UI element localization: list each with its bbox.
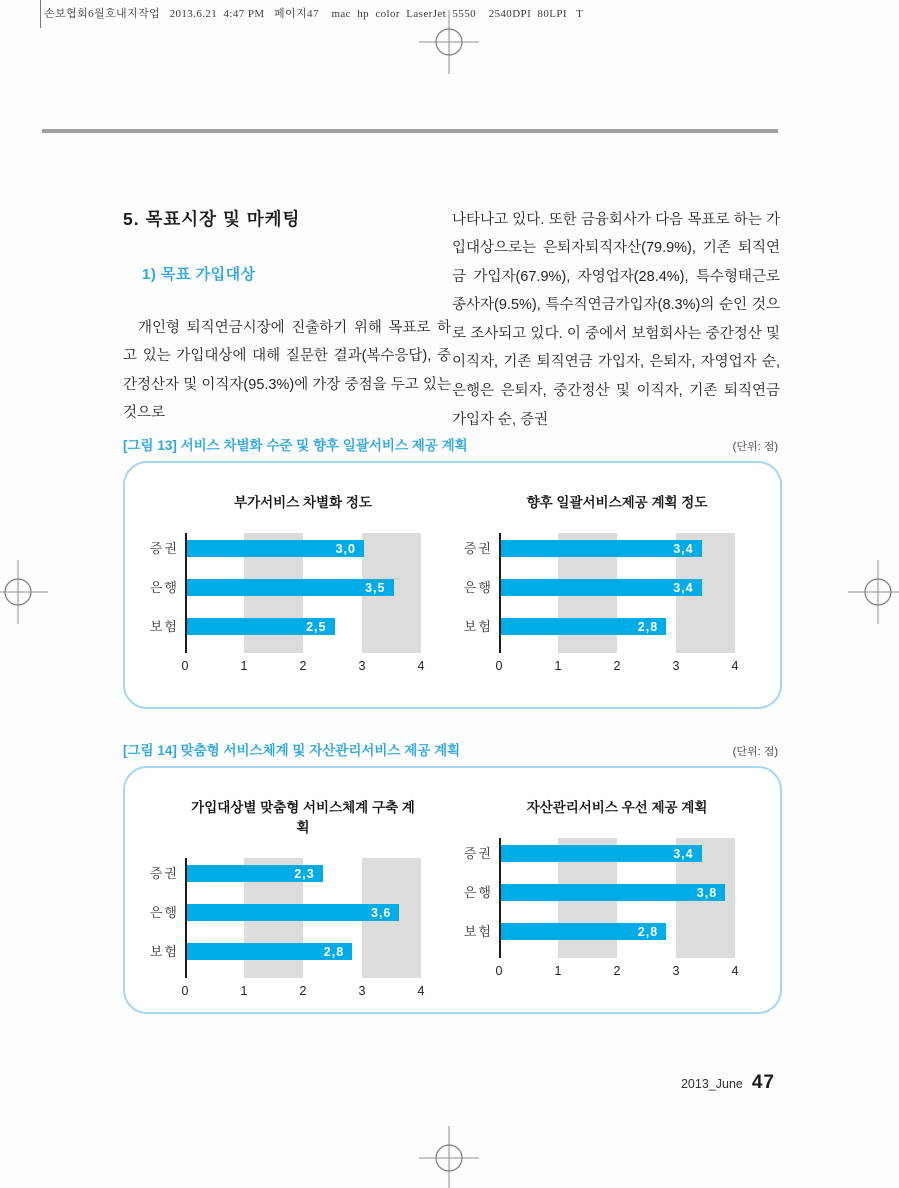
- bar-value-label: 2,8: [637, 924, 659, 939]
- x-tick-label: 1: [240, 984, 248, 998]
- figure13-box: [123, 461, 782, 709]
- x-tick-label: 2: [613, 964, 621, 978]
- x-tick-label: 3: [672, 964, 680, 978]
- figure14-box: [123, 766, 782, 1014]
- category-label: 증권: [149, 541, 179, 556]
- bar-value-label: 3,4: [673, 580, 694, 595]
- bar: [187, 943, 352, 960]
- x-tick-label: 3: [672, 659, 680, 673]
- print-slug: 손보협회6월호내지작업 2013.6.21 4:47 PM 페이지47 mac hp color LaserJet 5550 2540DPI 80LPI T: [44, 8, 584, 20]
- x-tick-label: 2: [299, 659, 307, 673]
- registration-mark-top-icon: [417, 10, 481, 74]
- crop-mark-line: [40, 0, 41, 28]
- bar: [501, 579, 702, 596]
- section-title: 5. 목표시장 및 마케팅: [123, 208, 301, 229]
- bar-chart-service-differentiation: [135, 491, 425, 673]
- x-tick-label: 3: [358, 984, 366, 998]
- figure13-caption-row: [123, 434, 778, 454]
- x-tick-label: 2: [299, 984, 307, 998]
- bar-chart-asset-management-service: [449, 796, 739, 978]
- subsection-title: 1) 목표 가입대상: [142, 266, 256, 284]
- figure13-unit-label: (단위: 점): [732, 441, 778, 453]
- bar: [187, 904, 399, 921]
- chart-title: 가입대상별 맞춤형 서비스체계 구축 계획: [191, 800, 415, 835]
- bar: [501, 845, 702, 862]
- x-tick-label: 1: [554, 659, 562, 673]
- figure14-caption-row: [123, 739, 778, 759]
- figure13-caption: [그림 13] 서비스 차별화 수준 및 향후 일괄서비스 제공 계획: [123, 438, 468, 453]
- body-text-right-column: 나타나고 있다. 또한 금융회사가 다음 목표로 하는 가입대상으로는 은퇴자퇴직자산(79.9%), 기존 퇴직연금 가입자(67.9%), 자영업자(28.4%), 특수형태근로종사자(9.5%), 특수직연금가입자(8.3%)의 순인 것으로 조사되고 있다. 이 중에서 보험회사는 중간정산 및 이직자, 기존 퇴직연금 가입자, 은퇴자, 자영업자 순, 은행은 은퇴자, 중간정산 및 이직자, 기존 퇴직연금 가입자 순, 증권: [452, 211, 780, 428]
- x-tick-label: 0: [181, 659, 189, 673]
- bar: [501, 923, 666, 940]
- x-tick-label: 3: [358, 659, 366, 673]
- chart-plot-area: [463, 533, 739, 673]
- bar-value-label: 2,3: [294, 866, 315, 881]
- category-label: 증권: [149, 866, 179, 881]
- bar-value-label: 3,4: [673, 541, 694, 556]
- category-label: 보험: [463, 924, 493, 939]
- chart-title: 부가서비스 차별화 정도: [234, 495, 372, 510]
- chart-title: 향후 일괄서비스제공 계획 정도: [526, 495, 708, 510]
- x-tick-label: 2: [613, 659, 621, 673]
- category-label: 은행: [463, 580, 493, 595]
- footer-issue-label: 2013_June: [680, 1077, 743, 1091]
- body-text-left-column: 개인형 퇴직연금시장에 진출하기 위해 목표로 하고 있는 가입대상에 대해 질문한 결과(복수응답), 중간정산자 및 이직자(95.3%)에 가장 중점을 두고 있는 것으로: [123, 319, 451, 422]
- category-label: 은행: [463, 885, 493, 900]
- x-tick-label: 4: [731, 964, 739, 978]
- x-tick-label: 0: [181, 984, 189, 998]
- category-label: 증권: [463, 846, 493, 861]
- chart-plot-area: [149, 858, 425, 998]
- bar: [187, 579, 394, 596]
- chart-plot-area: [149, 533, 425, 673]
- bar: [501, 540, 702, 557]
- x-tick-label: 1: [554, 964, 562, 978]
- x-tick-label: 4: [731, 659, 739, 673]
- chart-title: 자산관리서비스 우선 제공 계획: [526, 800, 708, 815]
- x-tick-label: 1: [240, 659, 248, 673]
- bar-value-label: 3,4: [673, 846, 694, 861]
- x-tick-label: 4: [417, 984, 425, 998]
- bar-chart-custom-service-plan: [135, 796, 425, 998]
- chart-plot-area: [463, 838, 739, 978]
- header-rule: [42, 129, 778, 133]
- x-tick-label: 0: [495, 659, 503, 673]
- bar: [187, 618, 335, 635]
- bar: [187, 540, 364, 557]
- x-tick-label: 0: [495, 964, 503, 978]
- bar-value-label: 3,6: [371, 905, 392, 920]
- bar-value-label: 3,0: [335, 541, 356, 556]
- registration-mark-left-icon: [0, 560, 50, 624]
- registration-mark-bottom-icon: [417, 1126, 481, 1188]
- category-label: 보험: [463, 619, 493, 634]
- bar: [501, 884, 725, 901]
- x-tick-label: 4: [417, 659, 425, 673]
- bar-chart-bundled-service-plan: [449, 491, 739, 673]
- category-label: 은행: [149, 580, 179, 595]
- category-label: 증권: [463, 541, 493, 556]
- bar-value-label: 2,8: [637, 619, 659, 634]
- category-label: 보험: [149, 619, 179, 634]
- category-label: 보험: [149, 944, 179, 959]
- bar: [501, 618, 666, 635]
- figure14-caption: [그림 14] 맞춤형 서비스체계 및 자산관리서비스 제공 계획: [123, 743, 461, 758]
- bar-value-label: 3,5: [365, 580, 386, 595]
- page-footer: [681, 1072, 775, 1094]
- bar-value-label: 3,8: [696, 885, 718, 900]
- bar: [187, 865, 323, 882]
- figure14-unit-label: (단위: 점): [732, 746, 778, 758]
- bar-value-label: 2,5: [306, 619, 327, 634]
- category-label: 은행: [149, 905, 179, 920]
- bar-value-label: 2,8: [323, 944, 345, 959]
- footer-page-number: 47: [751, 1072, 775, 1093]
- registration-mark-right-icon: [846, 560, 899, 624]
